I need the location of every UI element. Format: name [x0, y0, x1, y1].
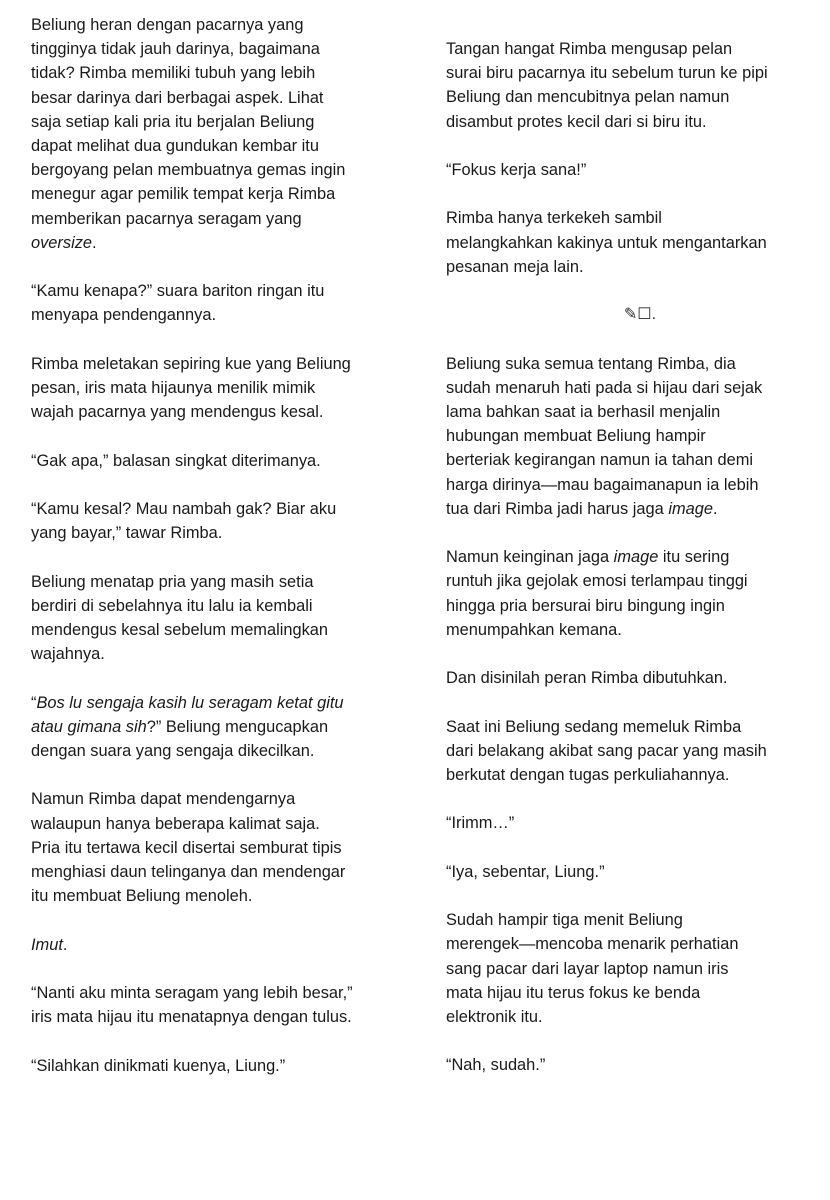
text-run: .: [62, 935, 68, 954]
italic-text-run: Imut: [31, 935, 63, 954]
text-run: “Kamu kenapa?” suara bariton ringan itu menyapa pendengannya.: [31, 282, 325, 325]
scene-break-divider: [446, 303, 816, 327]
text-run: Beliung menatap pria yang masih setia berdiri di sebelahnya itu lalu ia kembali mendengus kesal sebelum memalingkan wajahnya.: [31, 572, 329, 664]
italic-text-run: Bos lu sengaja kasih lu seragam ketat gitu atau gimana sih: [31, 693, 344, 736]
text-run: ?” Beliung mengucapkan dengan suara yang sengaja dikecilkan.: [31, 717, 329, 760]
text-run: “Nah, sudah.”: [446, 1056, 546, 1075]
text-run: Rimba meletakan sepiring kue yang Beliung pesan, iris mata hijaunya menilik mimik wajah pacarnya yang mendengus kesal.: [31, 354, 351, 422]
story-paragraph: [31, 1054, 406, 1078]
italic-text-run: oversize: [31, 233, 93, 252]
italic-text-run: image: [668, 499, 713, 518]
story-paragraph: [446, 206, 816, 279]
story-paragraph: [446, 860, 816, 884]
text-run: itu sering runtuh jika gejolak emosi terlampau tinggi hingga pria bersurai biru bingung ingin menumpahkan kemana.: [446, 548, 748, 639]
text-run: Sudah hampir tiga menit Beliung merengek—mencoba menarik perhatian sang pacar dari layar laptop namun iris mata hijau itu terus fokus ke benda elektronik itu.: [446, 911, 739, 1026]
text-run: Tangan hangat Rimba mengusap pelan surai biru pacarnya itu sebelum turun ke pipi Beliung dan mencubitnya pelan namun disambut protes kecil dari si biru itu.: [446, 40, 768, 131]
italic-text-run: image: [613, 548, 659, 567]
text-run: “: [31, 693, 37, 712]
scene-break-glyphs: ✎☐.: [623, 306, 657, 324]
story-paragraph: [446, 352, 816, 521]
text-run: “Kamu kesal? Mau nambah gak? Biar aku yang bayar,” tawar Rimba.: [31, 500, 337, 543]
story-paragraph: [31, 279, 406, 327]
story-paragraph: [446, 908, 816, 1029]
text-run: “Irimm…”: [446, 814, 515, 833]
story-paragraph: [31, 352, 406, 425]
text-run: “Fokus kerja sana!”: [446, 161, 587, 179]
text-run: .: [92, 233, 97, 252]
text-run: Dan disinilah peran Rimba dibutuhkan.: [446, 669, 728, 688]
left-text-column: [31, 13, 406, 1102]
story-paragraph: [446, 158, 816, 182]
text-run: “Nanti aku minta seragam yang lebih besar,” iris mata hijau itu menatapnya dengan tulus.: [31, 983, 353, 1027]
story-paragraph: [446, 1053, 816, 1077]
story-paragraph: [446, 545, 816, 642]
story-paragraph: [446, 37, 816, 134]
story-paragraph: [446, 811, 816, 835]
text-run: Beliung suka semua tentang Rimba, dia sudah menaruh hati pada si hijau dari sejak lama bahkan saat ia berhasil menjalin hubungan membuat Beliung hampir berteriak kegirangan namun ia tahan demi harga dirinya—mau bagaimanapun ia lebih tua dari Rimba jadi harus jaga: [446, 354, 763, 518]
story-paragraph: [446, 666, 816, 690]
story-paragraph: [31, 981, 406, 1029]
story-paragraph: [31, 497, 406, 545]
story-paragraph: [446, 715, 816, 788]
story-paragraph: [31, 691, 406, 764]
text-run: “Gak apa,” balasan singkat diterimanya.: [31, 451, 321, 470]
story-paragraph: [31, 13, 406, 255]
text-run: “Iya, sebentar, Liung.”: [446, 862, 605, 881]
story-paragraph: [31, 933, 406, 957]
text-run: Rimba hanya terkekeh sambil melangkahkan kakinya untuk mengantarkan pesanan meja lain.: [446, 209, 767, 276]
text-run: Beliung heran dengan pacarnya yang tingginya tidak jauh darinya, bagaimana tidak? Rimba memiliki tubuh yang lebih besar darinya dari berbagai aspek. Lihat saja setiap kali pria itu berjalan Beliung dapat melihat dua gundukan kembar itu bergoyang pelan membuatnya gemas ingin menegur agar pemilik tempat kerja Rimba memberikan pacarnya seragam yang: [31, 16, 346, 228]
right-text-column: [446, 37, 816, 1102]
text-run: Namun Rimba dapat mendengarnya walaupun hanya beberapa kalimat saja. Pria itu tertawa kecil disertai semburat tipis menghiasi daun telinganya dan mendengar itu membuat Beliung menoleh.: [31, 790, 346, 906]
story-paragraph: [31, 449, 406, 473]
text-run: Saat ini Beliung sedang memeluk Rimba dari belakang akibat sang pacar yang masih berkutat dengan tugas perkuliahannya.: [446, 717, 767, 784]
text-run: “Silahkan dinikmati kuenya, Liung.”: [31, 1056, 286, 1075]
text-run: Namun keinginan jaga: [446, 548, 614, 567]
story-paragraph: [31, 570, 406, 667]
story-paragraph: [31, 787, 406, 908]
text-run: .: [712, 499, 718, 518]
